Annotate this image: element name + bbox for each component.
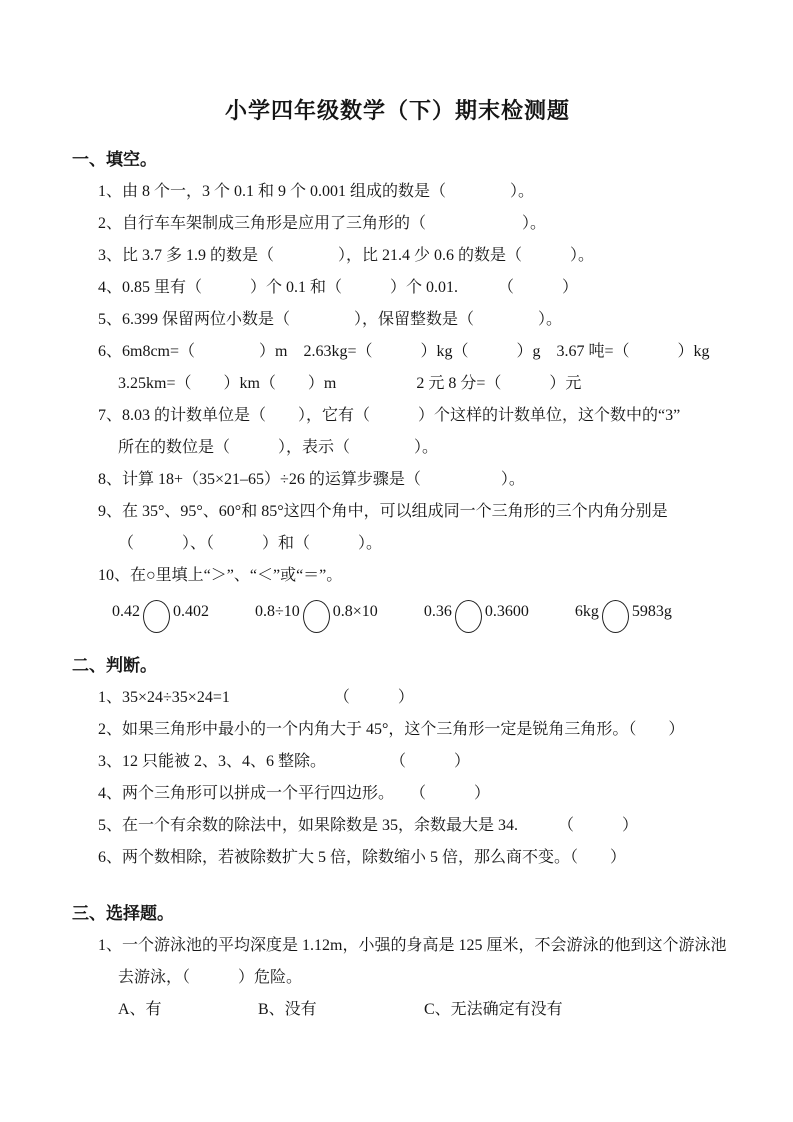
section-multiple-choice (72, 898, 775, 1026)
section-true-false (72, 650, 775, 874)
comparison-circle (455, 600, 482, 633)
section-heading-judge: 二、判断。 (72, 656, 157, 675)
comparison-pair (575, 596, 672, 629)
question-line-continuation: 所在的数位是（ ），表示（ ）。 (118, 439, 439, 456)
question-line: 8、计算 18+（35×21–65）÷26 的运算步骤是（ ）。 (98, 471, 525, 488)
choice-options-row (72, 994, 775, 1026)
comparison-pair (255, 596, 378, 629)
choice-option-c: C、无法确定有没有 (424, 1001, 563, 1018)
question-line: 6、两个数相除，若被除数扩大 5 倍，除数缩小 5 倍，那么商不变。（ ） (98, 849, 627, 866)
choice-option-a: A、有 (118, 1001, 162, 1018)
question-line: 9、在 35°、95°、60°和 85°这四个角中，可以组成同一个三角形的三个内角分别是 (98, 503, 668, 520)
comparison-pair (424, 596, 529, 629)
question-line: 4、两个三角形可以拼成一个平行四边形。 （ ） (98, 785, 491, 802)
question-line: 1、一个游泳池的平均深度是 1.12m，小强的身高是 125 厘米，不会游泳的他到这个游泳池 (98, 937, 727, 954)
comparison-right: 5983g (631, 603, 672, 620)
question-line: 5、在一个有余数的除法中，如果除数是 35，余数最大是 34. （ ） (98, 817, 639, 834)
page-title: 小学四年级数学（下）期末检测题 (224, 98, 570, 123)
question-line-continuation: （ ）、（ ）和（ ）。 (118, 535, 383, 552)
comparison-right: 0.3600 (484, 603, 529, 620)
comparison-left: 0.42 (112, 603, 140, 620)
section-heading-fill: 一、填空。 (72, 150, 157, 169)
section-heading-choice: 三、选择题。 (72, 904, 174, 923)
question-line-continuation: 3.25km=（ ）km（ ）m 2 元 8 分=（ ）元 (118, 375, 582, 392)
comparison-left: 0.8÷10 (255, 603, 300, 620)
question-line: 3、比 3.7 多 1.9 的数是（ ），比 21.4 少 0.6 的数是（ ）。 (98, 247, 595, 264)
question-line: 2、如果三角形中最小的一个内角大于 45°，这个三角形一定是锐角三角形。（ ） (98, 721, 685, 738)
comparison-circle (143, 600, 170, 633)
question-line: 3、12 只能被 2、3、4、6 整除。 （ ） (98, 753, 471, 770)
comparison-circle (303, 600, 330, 633)
comparison-right: 0.402 (173, 603, 209, 620)
question-line: 1、由 8 个一，3 个 0.1 和 9 个 0.001 组成的数是（ ）。 (98, 183, 535, 200)
question-line: 10、在○里填上“＞”、“＜”或“＝”。 (98, 567, 343, 584)
question-line: 6、6m8cm=（ ）m 2.63kg=（ ）kg（ ）g 3.67 吨=（ ）kg (98, 343, 710, 360)
question-line: 5、6.399 保留两位小数是（ ），保留整数是（ ）。 (98, 311, 563, 328)
comparison-row (72, 592, 775, 632)
comparison-pair (112, 596, 209, 629)
question-line: 2、自行车车架制成三角形是应用了三角形的（ ）。 (98, 215, 547, 232)
question-line: 4、0.85 里有（ ）个 0.1 和（ ）个 0.01. （ ） (98, 279, 579, 296)
question-line: 7、8.03 的计数单位是（ ），它有（ ）个这样的计数单位，这个数中的“3” (98, 407, 681, 424)
comparison-right: 0.8×10 (332, 603, 378, 620)
comparison-left: 0.36 (423, 603, 452, 620)
question-line: 1、35×24÷35×24=1 （ ） (98, 689, 414, 706)
question-line-continuation: 去游泳，（ ）危险。 (118, 969, 303, 986)
comparison-circle (602, 600, 629, 633)
comparison-left: 6kg (574, 603, 599, 620)
section-fill-in-blanks (72, 144, 775, 632)
choice-option-b: B、没有 (258, 1001, 317, 1018)
